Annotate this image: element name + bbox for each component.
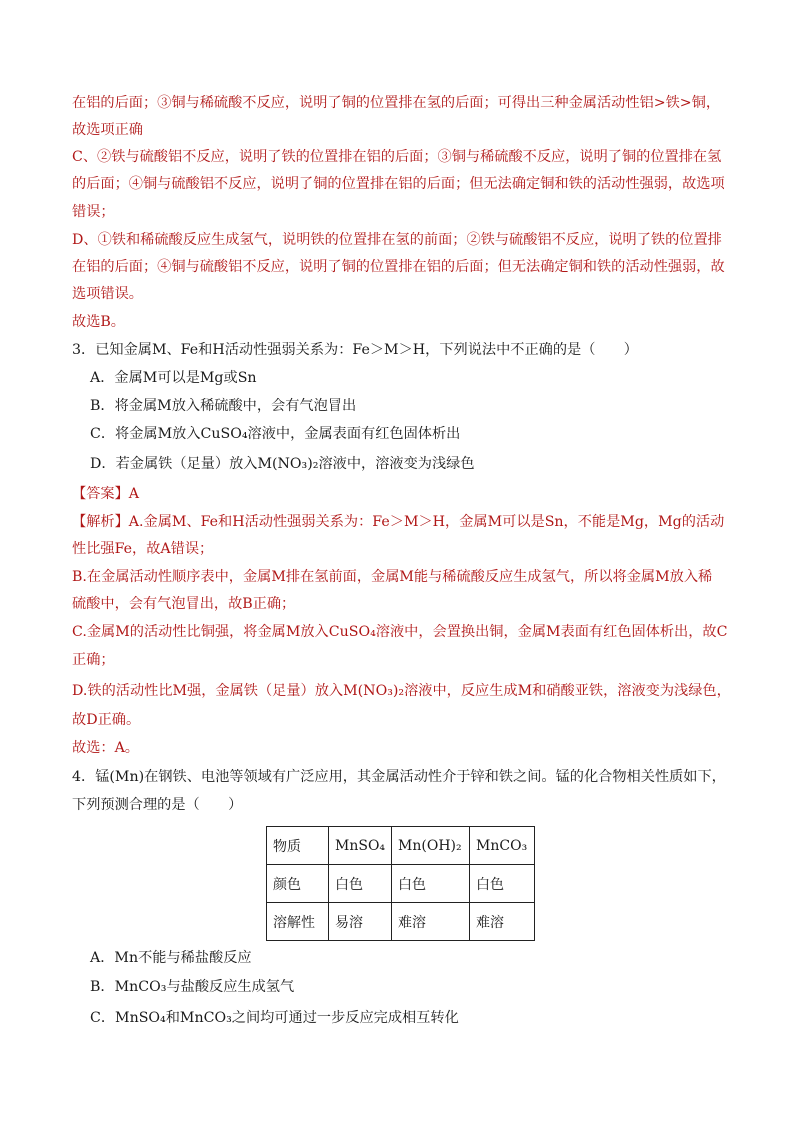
- q4-option-a: A．Mn不能与稀盐酸反应: [90, 950, 252, 966]
- q3-option-b: B．将金属M放入稀硫酸中，会有气泡冒出: [90, 398, 357, 414]
- table-cell: 易溶: [329, 903, 392, 941]
- question-4-stem: 4．锰(Mn)在钢铁、电池等领域有广泛应用，其金属活动性介于锌和铁之间。锰的化合物相关性质如下，: [72, 769, 726, 785]
- analysis-line: 故选项正确: [72, 122, 143, 138]
- table-row: [267, 903, 535, 941]
- conclusion-line: 故选B。: [72, 314, 125, 330]
- question-4-stem-cont: 下列预测合理的是（ ）: [72, 797, 243, 813]
- question-3-stem: 3．已知金属M、Fe和H活动性强弱关系为：Fe＞M＞H，下列说法中不正确的是（ ）: [72, 342, 638, 358]
- analysis-line: 在铝的后面；④铜与硫酸铝不反应，说明了铜的位置排在铝的后面；但无法确定铜和铁的活动性强弱，故: [72, 259, 725, 275]
- analysis-line: 在铝的后面；③铜与稀硫酸不反应，说明了铜的位置排在氢的后面；可得出三种金属活动性铝>铁>铜，: [72, 95, 721, 111]
- analysis-line: D、①铁和稀硫酸反应生成氢气，说明铁的位置排在氢的前面；②铁与硫酸铝不反应，说明了铁的位置排: [72, 232, 722, 248]
- q3-analysis-line: C.金属M的活动性比铜强，将金属M放入CuSO₄溶液中，会置换出铜，金属M表面有红色固体析出，故C: [72, 624, 728, 640]
- q3-analysis-line: B.在金属活动性顺序表中，金属M排在氢前面，金属M能与稀硫酸反应生成氢气，所以将金属M放入稀: [72, 569, 713, 585]
- table-header-cell: Mn(OH)₂: [392, 827, 470, 865]
- q4-option-c: C．MnSO₄和MnCO₃之间均可通过一步反应完成相互转化: [90, 1010, 459, 1026]
- table-header-cell: MnSO₄: [329, 827, 392, 865]
- analysis-line: C、②铁与硫酸铝不反应，说明了铁的位置排在铝的后面；③铜与稀硫酸不反应，说明了铜的位置排在氢: [72, 149, 722, 165]
- q3-analysis-line: D.铁的活动性比M强，金属铁（足量）放入M(NO₃)₂溶液中，反应生成M和硝酸亚铁，溶液变为浅绿色，: [72, 683, 731, 699]
- table-cell: 白色: [392, 865, 470, 903]
- q3-analysis-line: 【解析】A.金属M、Fe和H活动性强弱关系为：Fe＞M＞H，金属M可以是Sn，不能是Mg，Mg的活动: [72, 514, 725, 530]
- q3-option-d: D．若金属铁（足量）放入M(NO₃)₂溶液中，溶液变为浅绿色: [90, 456, 475, 472]
- q4-option-b: B．MnCO₃与盐酸反应生成氢气: [90, 979, 295, 995]
- table-row: [267, 827, 535, 865]
- q3-analysis-line: 故D正确。: [72, 712, 141, 728]
- q3-option-a: A．金属M可以是Mg或Sn: [90, 370, 257, 386]
- q3-option-c: C．将金属M放入CuSO₄溶液中，金属表面有红色固体析出: [90, 426, 461, 442]
- q3-conclusion: 故选：A。: [72, 740, 139, 756]
- q3-analysis-line: 性比强Fe，故A错误；: [72, 541, 214, 557]
- table-cell: 难溶: [470, 903, 535, 941]
- table-cell: 白色: [470, 865, 535, 903]
- analysis-line: 选项错误。: [72, 286, 143, 302]
- analysis-line: 的后面；④铜与硫酸铝不反应，说明了铜的位置排在铝的后面；但无法确定铜和铁的活动性强弱，故选项: [72, 176, 725, 192]
- table-cell: 难溶: [392, 903, 470, 941]
- table-header-cell: 物质: [267, 827, 329, 865]
- q3-analysis-line: 硫酸中，会有气泡冒出，故B正确；: [72, 596, 296, 612]
- manganese-compounds-table: [266, 826, 535, 941]
- table-row: [267, 865, 535, 903]
- analysis-line: 错误；: [72, 204, 115, 220]
- table-cell: 白色: [329, 865, 392, 903]
- q3-answer: 【答案】A: [72, 486, 139, 502]
- q3-analysis-line: 正确；: [72, 652, 115, 668]
- table-header-cell: MnCO₃: [470, 827, 535, 865]
- table-cell: 颜色: [267, 865, 329, 903]
- table-cell: 溶解性: [267, 903, 329, 941]
